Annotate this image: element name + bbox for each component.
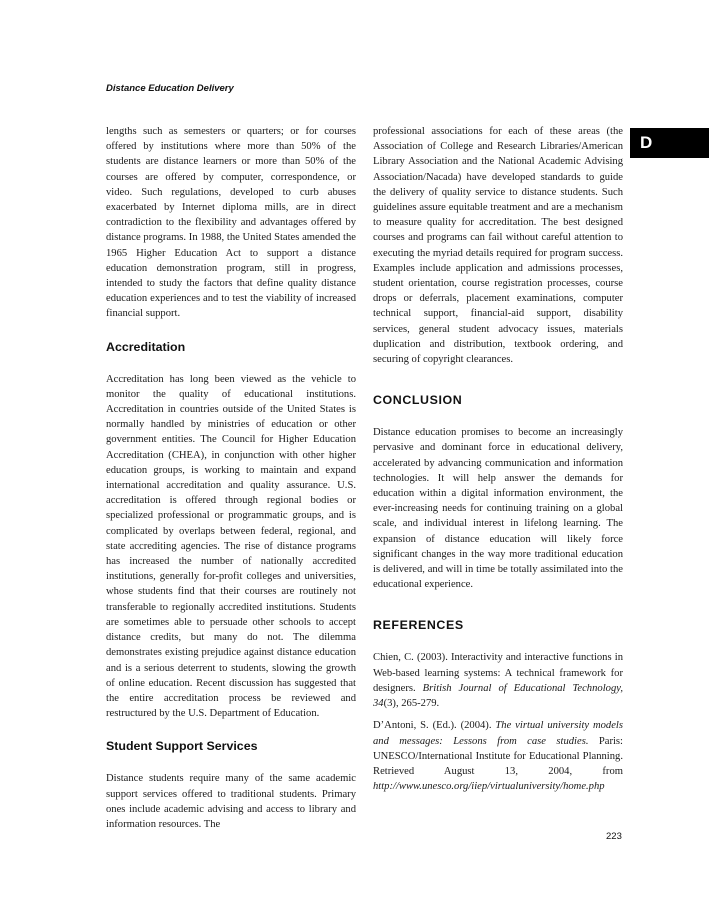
page-number: 223 xyxy=(606,831,622,842)
section-tab-marker: D xyxy=(630,128,709,158)
reference-text: Chien, C. (2003). Interactivity and interactive functions in Web-based learning systems: A technical framework for designers. xyxy=(373,652,623,694)
conclusion-heading: CONCLUSION xyxy=(373,393,463,408)
reference-entry xyxy=(373,718,623,794)
reference-journal: British Journal of Educational Technology, 34 xyxy=(373,682,624,710)
reference-text: (3), 265-279. xyxy=(383,698,440,710)
continued-paragraph: professional associations for each of these areas (the Association of College and Research Libraries/American Library Association and the National Academic Advising Association/Nacada) have developed standards to guide the delivery of quality service to distance students. Such guidelines assure equitable treatment and are a mechanism to measure quality for accreditation. The best designed courses and programs can fail without careful attention to executing the myriad details required for program success. Examples include application and admissions processes, student orientation, course registration processes, course drops or deferrals, placement examinations, computer technical support, financial-aid support, disability services, general student advocacy issues, materials duplication and distribution, textbook ordering, and securing of copyright clearances. xyxy=(373,126,623,366)
reference-title: The virtual university models and messages: Lessons from case studies. xyxy=(373,720,623,747)
running-head: Distance Education Delivery xyxy=(106,83,234,94)
student-support-paragraph: Distance students require many of the same academic support services offered to traditional students. Primary ones include academic advising and access to library and information resources. The xyxy=(106,773,356,830)
reference-text: D’Antoni, S. (Ed.). (2004). xyxy=(373,720,496,732)
intro-paragraph: lengths such as semesters or quarters; or for courses offered by institutions where more than 50% of the students are distance learners or more than 50% of the courses are offered by computer, correspondence, or video. Such regulations, developed to curb abuses exacerbated by Internet diploma mills, are in direct contradiction to the flexibility and advantages offered by distance programs. In 1988, the United States amended the 1965 Higher Education Act to support a distance education demonstration program, still in progress, intended to study the factors that define quality distance education experiences and to test the viability of increased financial support. xyxy=(106,126,356,320)
right-column xyxy=(373,124,623,794)
conclusion-paragraph: Distance education promises to become an increasingly pervasive and dominant force in educational delivery, accelerated by advancing communication and information technologies. It will help answer the demands for education within a digital information environment, the ever-increasing needs for continuing training on a global scale, and individual interest in lifelong learning. The expansion of distance education will likely force significant changes in the way more traditional education is delivered, and will in time be totally assimilated into the educational experience. xyxy=(373,427,623,591)
reference-entry xyxy=(373,650,623,711)
accreditation-paragraph: Accreditation has long been viewed as the vehicle to monitor the quality of educational institutions. Accreditation in countries outside of the United States is normally handled by ministries of education or other government entities. The Council for Higher Education Accreditation (CHEA), in conjunction with other higher education groups, is working to maintain and expand international accreditation and quality assurance. U.S. accreditation is offered through regional bodies or specialized professional or programmatic groups, and is complicated by overlaps between federal, regional, and state accrediting agencies. The rise of distance programs has increased the number of nationally accredited institutions, generally for-profit colleges and universities, whose students find that their courses are routinely not transferable to regionally accredited institutions. Students are sometimes able to persuade other schools to accept distance credits, but many do not. The dilemma demonstrates existing prejudice against distance education and is a serious deterrent to students, slowing the growth of online education. Recent discussion has suggested that the entire accreditation process be reviewed and restructured by the U.S. Department of Education. xyxy=(106,373,356,720)
accreditation-heading: Accreditation xyxy=(106,339,186,354)
references-heading: REFERENCES xyxy=(373,618,464,633)
left-column xyxy=(106,124,356,832)
reference-url: http://www.unesco.org/iiep/virtualuniversity/home.php xyxy=(373,781,605,793)
student-support-heading: Student Support Services xyxy=(106,739,258,754)
reference-text: Paris: UNESCO/International Institute for Educational Planning. Retrieved August 13, 2004, from xyxy=(373,735,623,777)
